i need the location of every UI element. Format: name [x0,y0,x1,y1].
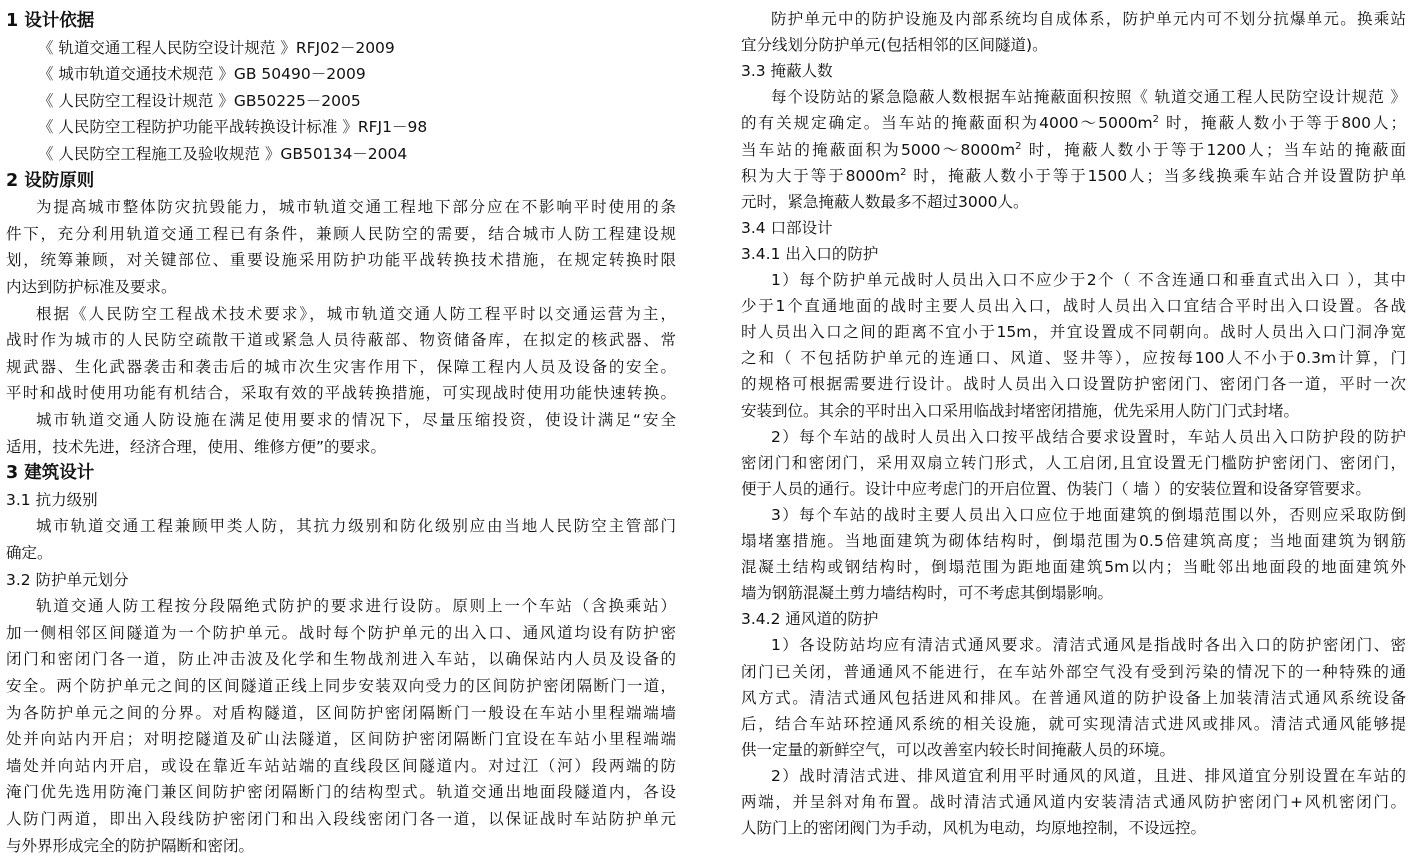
paragraph-last-line: 安装到位。其余的平时出入口采用临战封堵密闭措施，优先采用人防门门式封堵。 [741,401,1300,420]
paragraph-first-line: 城市轨道交通人防设施在满足使用要求的情况下，尽量压缩投资，使设计满足“安全 [36,411,676,429]
paragraph-line: 划，统筹兼顾，对关键部位、重要设施采用防护功能平战转换技术措施，在规定转换时限 [6,251,676,270]
paragraph-line: 人防门两道，即出入段线防护密闭门和出入段线密闭门各一道，以保证战时车站防护单元 [6,810,676,828]
paragraph-line: 后，结合车站环控通风系统的相关设施，就可实现清洁式进风或排风。清洁式通风能够提 [741,714,1406,733]
paragraph-line: 当车站的掩蔽面积为$5000\sim 8000m^2$ 时，掩蔽人数小于等于1200人；当车站的掩蔽面 [741,140,1406,159]
paragraph-line: 时人员出入口之间的距离不宜小于15m，并宜设置成不同朝向。战时人员出入口门洞净宽 [741,323,1406,342]
paragraph-line: 墙处并向站内开启，或设在靠近车站站端的直线段区间隧道内。对过江（河）段两端的防 [6,756,676,775]
paragraph-last-line: 与外界形成完全的防护隔断和密闭。 [6,836,255,855]
paragraph-first-line: 防护单元中的防护设施及内部系统均自成体系，防护单元内可不划分抗爆单元。换乘站 [771,10,1406,28]
subsection-heading: 3.3 掩蔽人数 [741,62,833,81]
reference-item: 《 人民防空工程防护功能平战转换设计标准 》RFJ1－98 [38,118,428,137]
paragraph-line: 少于1个直通地面的战时主要人员出入口，战时人员出入口宜结合平时出入口设置。各战 [741,297,1406,316]
paragraph-last-line: 墙为钢筋混凝土剪力墙结构时，可不考虑其倒塌影响。 [741,584,1114,603]
paragraph-line: 件下，充分利用轨道交通工程已有条件，兼顾人民防空的需要，结合城市人防工程建设规 [6,224,676,243]
paragraph-last-line: 确定。 [6,544,53,562]
section-heading: 3 建筑设计 [6,463,95,484]
paragraph-line: 加一侧相邻区间隧道为一个防护单元。战时每个防护单元的出入口、通风道均设有防护密 [6,623,676,642]
paragraph-last-line: 适用，技术先进，经济合理，使用、维修方便”的要求。 [6,437,387,456]
paragraph-last-line: 元时，紧急掩蔽人数最多不超过3000人。 [741,192,1029,211]
paragraph-last-line: 人防门上的密闭阀门为手动，风机为电动，均原地控制，不设远控。 [741,819,1207,838]
paragraph-line: 为各防护单元之间的分界。对盾构隧道，区间防护密闭隔断门一般设在车站小里程端端墙 [6,703,676,722]
subsection-heading: 3.4 口部设计 [741,218,833,237]
paragraph-line: 安全。两个防护单元之间的区间隧道正线上同步安装双向受力的区间防护密闭隔断门一道， [6,677,676,695]
reference-item: 《 轨道交通工程人民防空设计规范 》RFJ02－2009 [38,38,395,57]
paragraph-last-line: 便于人员的通行。设计中应考虑门的开启位置、伪装门（ 墙 ）的安装位置和设备穿管要求。 [741,479,1371,498]
paragraph-line: 之和（ 不包括防护单元的连通口、风道、竖井等），应按每100人不小于0.3m计算，门 [741,349,1406,368]
paragraph-first-line: 3）每个车站的战时主要人员出入口应位于地面建筑的倒塌范围以外，否则应采取防倒 [771,505,1406,524]
paragraph-line: 平时和战时使用功能有机结合，采取有效的平战转换措施，可实现战时使用功能快速转换。 [6,384,676,403]
reference-item: 《 城市轨道交通技术规范 》GB 50490－2009 [38,65,366,84]
paragraph-line: 积为大于等于$8000m^2$ 时，掩蔽人数小于等于1500人；当多线换乘车站合并设置防护单 [741,166,1406,185]
paragraph-line: 闭门已关闭，普通通风不能进行，在车站外部空气没有受到污染的情况下的一种特殊的通 [741,662,1406,681]
subsection-heading: 3.2 防护单元划分 [6,570,129,589]
subsection-heading: 3.4.1 出入口的防护 [741,244,879,263]
paragraph-first-line: 城市轨道交通工程兼顾甲类人防，其抗力级别和防化级别应由当地人民防空主管部门 [36,517,676,536]
paragraph-line: 风方式。清洁式通风包括进风和排风。在普通风道的防护设备上加装清洁式通风系统设备 [741,688,1406,707]
paragraph-last-line: 宜分线划分防护单元(包括相邻的区间隧道)。 [741,36,1048,55]
paragraph-line: 混凝土结构或钢结构时，倒塌范围为距地面建筑5m以内；当毗邻出地面段的地面建筑外 [741,558,1406,577]
paragraph-first-line: 2）每个车站的战时人员出入口按平战结合要求设置时，车站人员出入口防护段的防护 [771,427,1406,446]
paragraph-last-line: 供一定量的新鲜空气，可以改善室内较长时间掩蔽人员的环境。 [741,740,1176,759]
paragraph-last-line: 内达到防护标准及要求。 [6,278,177,296]
subsection-heading: 3.4.2 通风道的防护 [741,610,879,629]
paragraph-line: 淹门优先选用防淹门兼区间防护密闭隔断门的结构型式。轨道交通出地面段隧道内，各设 [6,783,676,802]
paragraph-line: 的规格可根据需要进行设计。战时人员出入口设置防护密闭门、密闭门各一道，平时一次 [741,375,1406,394]
paragraph-line: 的有关规定确定。当车站的掩蔽面积为$4000\sim 5000m^2$ 时，掩蔽人数小于等于800人； [741,114,1406,133]
paragraph-line: 密闭门和密闭门，采用双扇立转门形式，人工启闭,且宜设置无门槛防护密闭门、密闭门， [741,453,1406,472]
paragraph-line: 塌堵塞措施。当地面建筑为砌体结构时，倒塌范围为0.5倍建筑高度；当地面建筑为钢筋 [741,532,1406,550]
paragraph-first-line: 每个设防站的紧急隐蔽人数根据车站掩蔽面积按照《 轨道交通工程人民防空设计规范 》 [771,88,1406,107]
paragraph-first-line: 轨道交通人防工程按分段隔绝式防护的要求进行设防。原则上一个车站（含换乘站） [36,597,676,616]
paragraph-line: 规武器、生化武器袭击和袭击后的城市次生灾害作用下，保障工程内人员及设备的安全。 [6,357,676,376]
section-heading: 1 设计依据 [6,11,95,31]
paragraph-line: 战时作为城市的人民防空疏散干道或紧急人员待蔽部、物资储备库，在拟定的核武器、常 [6,331,676,350]
reference-item: 《 人民防空工程施工及验收规范 》GB50134－2004 [38,145,408,163]
subsection-heading: 3.1 抗力级别 [6,490,98,509]
paragraph-line: 两端，并呈斜对角布置。战时清洁式通风道内安装清洁式通风防护密闭门+风机密闭门。 [741,793,1406,811]
paragraph-first-line: 2）战时清洁式进、排风道宜利用平时通风的风道，且进、排风道宜分别设置在车站的 [771,766,1406,785]
paragraph-first-line: 根据《人民防空工程战术技术要求》，城市轨道交通人防工程平时以交通运营为主， [36,304,676,323]
paragraph-line: 处并向站内开启；对明挖隧道及矿山法隧道，区间防护密闭隔断门宜设在车站小里程端端 [6,730,676,749]
paragraph-first-line: 为提高城市整体防灾抗毁能力，城市轨道交通工程地下部分应在不影响平时使用的条 [36,198,676,217]
paragraph-first-line: 1）各设防站均应有清洁式通风要求。清洁式通风是指战时各出入口的防护密闭门、密 [771,636,1406,655]
reference-item: 《 人民防空工程设计规范 》GB50225－2005 [38,91,361,110]
section-heading: 2 设防原则 [6,170,95,191]
paragraph-first-line: 1）每个防护单元战时人员出入口不应少于2个（ 不含连通口和垂直式出入口 ），其中 [771,271,1406,289]
paragraph-line: 闭门和密闭门各一道，防止冲击波及化学和生物战剂进入车站，以确保站内人员及设备的 [6,650,676,669]
